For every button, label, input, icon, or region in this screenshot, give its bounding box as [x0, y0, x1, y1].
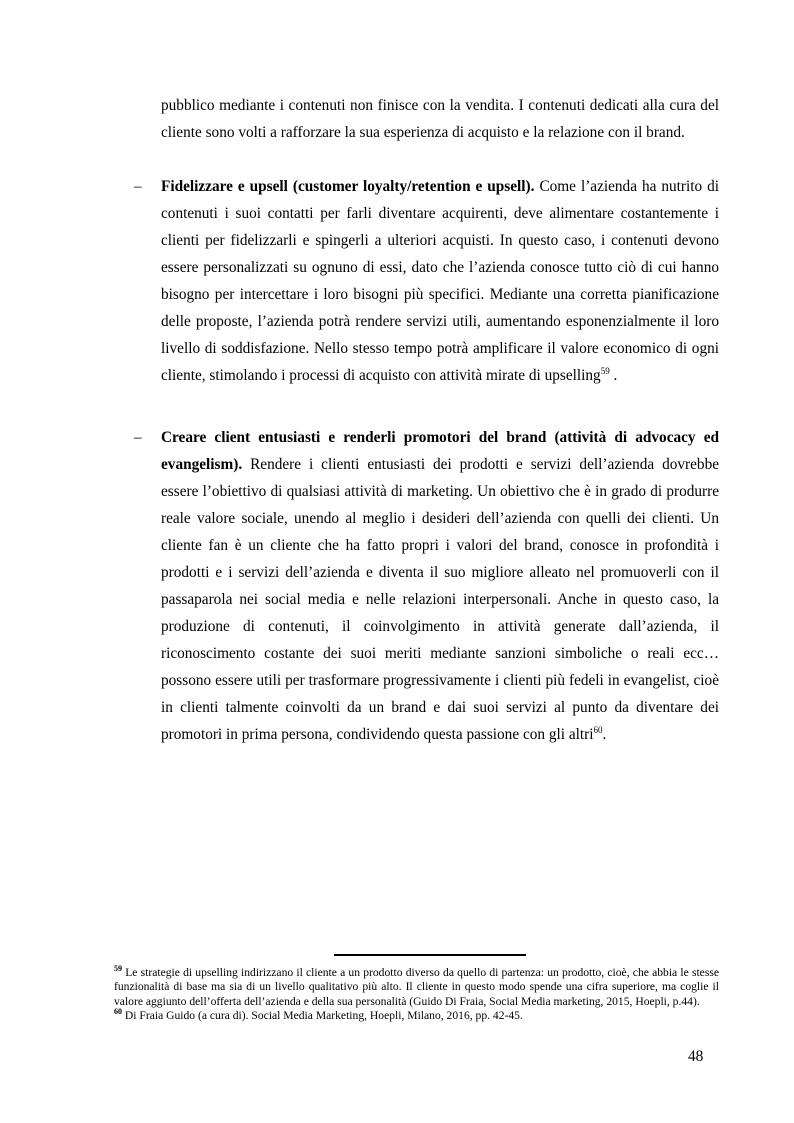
- footnote-60: [114, 1009, 719, 1023]
- footnote-text: Le strategie di upselling indirizzano il cliente a un prodotto diverso da quello di partenza: un prodotto, cioè, che abbia le stesse funzionalità di base ma sia di un livello qualitativo più alto. Il cliente in questo modo spende una cifra superiore, ma coglie il valore aggiunto dell’offerta dell’azienda e della sua personalità (Guido Di Fraia, Social Media marketing, 2015, Hoepli, p.44).: [114, 966, 719, 1008]
- footnote-59: [114, 966, 719, 1009]
- list-item-body: Come l’azienda ha nutrito di contenuti i suoi contatti per farli diventare acquirenti, deve alimentare costantemente i clienti per fidelizzarli e spingerli a ulteriori acquisti. In questo caso, i contenuti devono essere personalizzati su ognuno di essi, dato che l’azienda conosce tutto ciò di cui hanno bisogno per intercettare i loro bisogni più specifici. Mediante una corretta pianificazione delle proposte, l’azienda potrà rendere servizi utili, aumentando esponenzialmente il loro livello di soddisfazione. Nello stesso tempo potrà amplificare il valore economico di ogni cliente, stimolando i processi di acquisto con attività mirate di upselling: [161, 178, 719, 384]
- list-item-advocacy: [134, 424, 720, 748]
- footnote-ref[interactable]: 60: [593, 724, 603, 735]
- list-item-loyalty: [134, 173, 719, 389]
- footnote-number: 60: [114, 1007, 122, 1017]
- list-item-tail: .: [602, 726, 607, 743]
- footnote-ref[interactable]: 59: [600, 365, 610, 376]
- list-bullet: –: [134, 178, 142, 195]
- list-item-heading: Creare client entusiasti e renderli promotori del brand (attività di advocacy ed evangelism).: [161, 429, 719, 473]
- page-number: 48: [688, 1048, 704, 1065]
- footnotes: [114, 966, 719, 1024]
- list-item-body: Rendere i clienti entusiasti dei prodotti e servizi dell’azienda dovrebbe essere l’obiettivo di qualsiasi attività di marketing. Un obiettivo che è in grado di produrre reale valore sociale, unendo al meglio i desideri dell’azienda con quelli dei clienti. Un cliente fan è un cliente che ha fatto propri i valori del brand, conosce in profondità i prodotti e i servizi dell’azienda e diventa il suo migliore alleato nel promuoverli con il passaparola nei social media e nelle relazioni interpersonali. Anche in questo caso, la produzione di contenuti, il coinvolgimento in attività generate dall’azienda, il riconoscimento costante dei suoi meriti mediante sanzioni simboliche o reali ecc… possono essere utili per trasformare progressivamente i clienti più fedeli in evangelist, cioè in clienti talmente coinvolti da un brand e dai suoi servizi al punto da diventare dei promotori in prima persona, condividendo questa passione con gli altri: [161, 456, 720, 743]
- footnote-separator: [334, 954, 526, 956]
- footnote-text: Di Fraia Guido (a cura di). Social Media Marketing, Hoepli, Milano, 2016, pp. 42-45.: [124, 1009, 523, 1023]
- continuation-paragraph: pubblico mediante i contenuti non finisce con la vendita. I contenuti dedicati alla cura del cliente sono volti a rafforzare la sua esperienza di acquisto e la relazione con il brand.: [161, 97, 719, 141]
- footnote-number: 59: [114, 964, 122, 974]
- list-item-tail: .: [609, 367, 618, 384]
- list-item-heading: Fidelizzare e upsell (customer loyalty/retention e upsell).: [161, 178, 535, 195]
- list-bullet: –: [134, 429, 142, 446]
